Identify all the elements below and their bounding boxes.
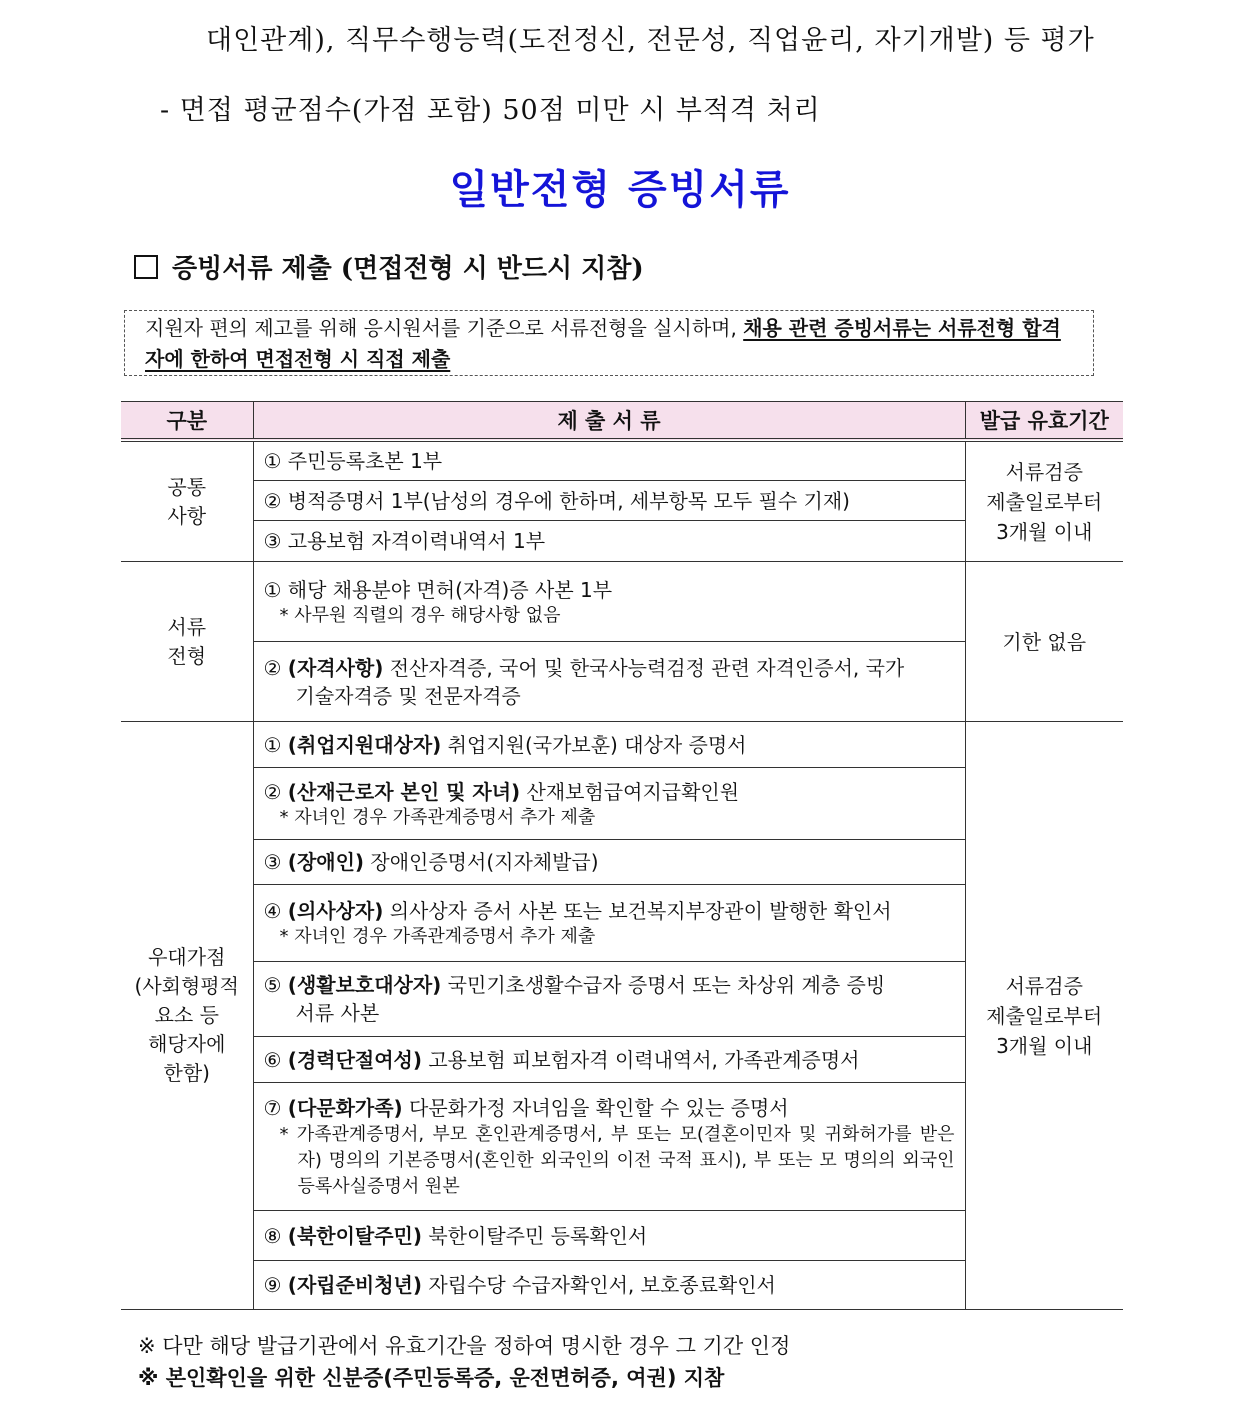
- validity-common: 서류검증 제출일로부터 3개월 이내: [965, 440, 1123, 562]
- footnote-2: ※ 본인확인을 위한 신분증(주민등록증, 운전면허증, 여권) 지참: [138, 1366, 725, 1390]
- document-item: ③ 고용보험 자격이력내역서 1부: [253, 521, 965, 562]
- notice-box: [124, 310, 1094, 376]
- validity-screening: 기한 없음: [965, 562, 1123, 722]
- document-item: ⑥ (경력단절여성) 고용보험 피보험자격 이력내역서, 가족관계증명서: [253, 1037, 965, 1083]
- table-row: [121, 562, 1123, 642]
- validity-preference: 서류검증 제출일로부터 3개월 이내: [965, 722, 1123, 1310]
- category-common: 공통 사항: [121, 440, 253, 562]
- documents-table: [121, 401, 1123, 1310]
- footnote-1: ※ 다만 해당 발급기관에서 유효기간을 정하여 명시한 경우 그 기간 인정: [138, 1334, 791, 1358]
- checkbox-square-icon: [134, 255, 158, 279]
- header-validity: 발급 유효기간: [965, 402, 1123, 441]
- header-documents: 제 출 서 류: [253, 402, 965, 441]
- document-item: ① 주민등록초본 1부: [253, 440, 965, 481]
- document-item: ④ (의사상자) 의사상자 증서 사본 또는 보건복지부장관이 발행한 확인서 * 자녀인 경우 가족관계증명서 추가 제출: [253, 885, 965, 962]
- document-item: ① 해당 채용분야 면허(자격)증 사본 1부 * 사무원 직렬의 경우 해당사항 없음: [253, 562, 965, 642]
- document-item: ⑨ (자립준비청년) 자립수당 수급자확인서, 보호종료확인서: [253, 1261, 965, 1310]
- table-row: [121, 722, 1123, 768]
- document-item: ③ (장애인) 장애인증명서(지자체발급): [253, 840, 965, 885]
- notice-text: 지원자 편의 제고를 위해 응시원서를 기준으로 서류전형을 실시하며,: [145, 316, 744, 340]
- header-category: 구분: [121, 402, 253, 441]
- intro-line-2: - 면접 평균점수(가점 포함) 50점 미만 시 부적격 처리: [160, 95, 821, 126]
- document-item: ② (산재근로자 본인 및 자녀) 산재보험급여지급확인원 * 자녀인 경우 가족관계증명서 추가 제출: [253, 768, 965, 840]
- document-item: ① (취업지원대상자) 취업지원(국가보훈) 대상자 증명서: [253, 722, 965, 768]
- section-heading-text: 증빙서류 제출 (면접전형 시 반드시 지참): [172, 254, 644, 284]
- intro-line-1: 대인관계), 직무수행능력(도전정신, 전문성, 직업윤리, 자기개발) 등 평가: [206, 25, 1095, 56]
- page-title: 일반전형 증빙서류: [449, 167, 791, 213]
- category-preference: 우대가점 (사회형평적 요소 등 해당자에 한함): [121, 722, 253, 1310]
- category-screening: 서류 전형: [121, 562, 253, 722]
- table-header-row: [121, 402, 1123, 441]
- section-heading: [134, 248, 644, 285]
- document-item: ② (자격사항) 전산자격증, 국어 및 한국사능력검정 관련 자격인증서, 국가 기술자격증 및 전문자격증: [253, 642, 965, 722]
- table-row: [121, 440, 1123, 481]
- document-item: ⑦ (다문화가족) 다문화가정 자녀임을 확인할 수 있는 증명서 * 가족관계증명서, 부모 혼인관계증명서, 부 또는 모(결혼이민자 및 귀화허가를 받은 자) 명의의 기본증명서(혼인한 외국인의 이전 국적 표시), 부 또는 모 명의의 외국인 등록사실증명서 원본: [253, 1083, 965, 1211]
- document-item: ② 병적증명서 1부(남성의 경우에 한하며, 세부항목 모두 필수 기재): [253, 481, 965, 521]
- document-item: ⑧ (북한이탈주민) 북한이탈주민 등록확인서: [253, 1211, 965, 1261]
- notice-emphasis: 채용 관련 증빙서류는 서류전형 합격자에 한하여 면접전형 시 직접 제출: [145, 316, 1061, 371]
- document-item: ⑤ (생활보호대상자) 국민기초생활수급자 증명서 또는 차상위 계층 증빙 서류 사본: [253, 962, 965, 1037]
